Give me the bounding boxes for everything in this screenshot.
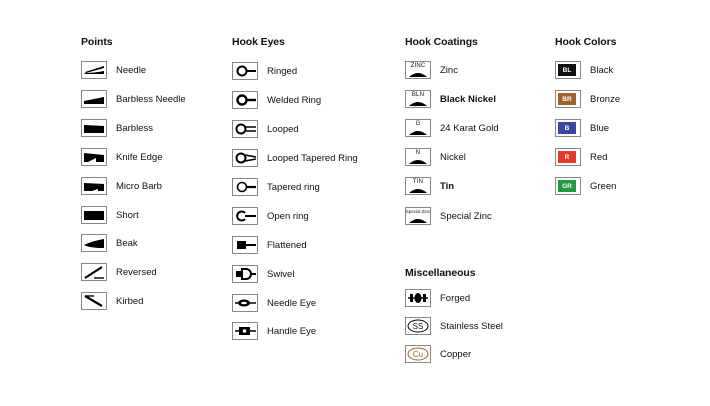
point-kirbed	[81, 292, 143, 310]
misc-stainless-steel	[405, 317, 503, 335]
coating-label: Black Nickel	[440, 93, 496, 105]
eye-looped	[232, 120, 299, 138]
micro-barb-point-icon	[81, 177, 107, 195]
eye-label: Looped Tapered Ring	[267, 152, 358, 164]
needle-eye-icon	[232, 294, 258, 312]
coating-24-karat-gold	[405, 119, 499, 137]
point-label: Needle	[116, 64, 147, 76]
gold-coating-icon	[405, 119, 431, 137]
coating-code: G	[415, 121, 421, 127]
color-black	[555, 61, 613, 79]
zinc-coating-icon	[405, 61, 431, 79]
eye-label: Needle Eye	[267, 297, 317, 309]
coating-code: N	[415, 150, 421, 156]
looped-tapered-ring-eye-icon	[232, 149, 258, 167]
eye-swivel	[232, 265, 294, 283]
misc-forged	[405, 289, 470, 307]
color-label: Black	[590, 64, 614, 76]
color-red	[555, 148, 607, 166]
point-label: Knife Edge	[116, 151, 163, 163]
tapered-ring-eye-icon	[232, 178, 258, 196]
welded-ring-eye-icon	[232, 91, 258, 109]
tin-coating-icon	[405, 177, 431, 195]
barbless-needle-point-icon	[81, 90, 107, 108]
point-barbless	[81, 119, 153, 137]
flattened-eye-icon	[232, 236, 258, 254]
barbless-point-icon	[81, 119, 107, 137]
swivel-eye-icon	[232, 265, 258, 283]
stainless-steel-icon	[405, 317, 431, 335]
hook-eyes-title: Hook Eyes	[232, 36, 285, 48]
point-label: Beak	[116, 237, 138, 249]
misc-label: Copper	[440, 348, 472, 360]
eye-flattened	[232, 236, 307, 254]
beak-point-icon	[81, 234, 107, 252]
point-label: Kirbed	[116, 295, 144, 307]
coating-label: Special Zinc	[440, 210, 492, 222]
eye-label: Tapered ring	[267, 181, 320, 193]
green-color-swatch	[555, 177, 581, 195]
point-barbless-needle	[81, 90, 186, 108]
points-title: Points	[81, 36, 113, 48]
point-label: Barbless Needle	[116, 93, 186, 105]
knife-edge-point-icon	[81, 148, 107, 166]
kirbed-point-icon	[81, 292, 107, 310]
color-label: Green	[590, 180, 617, 192]
coating-code: ZINC	[410, 63, 426, 69]
eye-label: Swivel	[267, 268, 295, 280]
point-label: Reversed	[116, 266, 157, 278]
misc-copper	[405, 345, 471, 363]
point-beak	[81, 234, 138, 252]
copper-icon	[405, 345, 431, 363]
misc-label: Stainless Steel	[440, 320, 503, 332]
swatch-code: BR	[558, 93, 576, 105]
eye-needle-eye	[232, 294, 316, 312]
blue-color-swatch	[555, 119, 581, 137]
coating-tin	[405, 177, 454, 195]
handle-eye-icon	[232, 322, 258, 340]
coating-zinc	[405, 61, 458, 79]
eye-handle-eye	[232, 322, 316, 340]
eye-label: Welded Ring	[267, 94, 322, 106]
coating-label: Nickel	[440, 151, 466, 163]
short-point-icon	[81, 206, 107, 224]
color-green	[555, 177, 616, 195]
ringed-eye-icon	[232, 62, 258, 80]
needle-point-icon	[81, 61, 107, 79]
forged-icon	[405, 289, 431, 307]
eye-looped-tapered-ring	[232, 149, 358, 167]
coating-code: BLN	[411, 92, 425, 98]
point-label: Barbless	[116, 122, 153, 134]
swatch-code: GR	[558, 180, 576, 192]
color-blue	[555, 119, 609, 137]
bronze-color-swatch	[555, 90, 581, 108]
hook-colors-title: Hook Colors	[555, 36, 617, 48]
point-short	[81, 206, 139, 224]
eye-label: Handle Eye	[267, 325, 317, 337]
color-label: Red	[590, 151, 608, 163]
eye-label: Ringed	[267, 65, 298, 77]
black-nickel-coating-icon	[405, 90, 431, 108]
eye-label: Open ring	[267, 210, 309, 222]
misc-code: SS	[412, 321, 424, 331]
coating-special-zinc	[405, 207, 492, 225]
eye-ringed	[232, 62, 297, 80]
red-color-swatch	[555, 148, 581, 166]
coating-code: TIN	[412, 179, 424, 185]
open-ring-eye-icon	[232, 207, 258, 225]
color-bronze	[555, 90, 620, 108]
looped-eye-icon	[232, 120, 258, 138]
eye-welded-ring	[232, 91, 321, 109]
swatch-code: B	[558, 122, 576, 134]
point-label: Short	[116, 209, 139, 221]
coating-label: Tin	[440, 180, 455, 192]
color-label: Bronze	[590, 93, 621, 105]
eye-label: Looped	[267, 123, 299, 135]
black-color-swatch	[555, 61, 581, 79]
miscellaneous-title: Miscellaneous	[405, 267, 476, 279]
coating-label: Zinc	[440, 64, 458, 76]
point-reversed	[81, 263, 157, 281]
eye-tapered-ring	[232, 178, 320, 196]
point-micro-barb	[81, 177, 162, 195]
point-knife-edge	[81, 148, 162, 166]
misc-label: Forged	[440, 292, 471, 304]
eye-open-ring	[232, 207, 309, 225]
coating-code: Special Zinc	[405, 209, 431, 214]
coating-black-nickel	[405, 90, 496, 108]
nickel-coating-icon	[405, 148, 431, 166]
reversed-point-icon	[81, 263, 107, 281]
hook-coatings-title: Hook Coatings	[405, 36, 478, 48]
coating-nickel	[405, 148, 466, 166]
swatch-code: BL	[558, 64, 576, 76]
swatch-code: R	[558, 151, 576, 163]
misc-code: Cu	[412, 349, 424, 359]
point-needle	[81, 61, 146, 79]
point-label: Micro Barb	[116, 180, 162, 192]
special-zinc-coating-icon	[405, 207, 431, 225]
eye-label: Flattened	[267, 239, 307, 251]
color-label: Blue	[590, 122, 610, 134]
coating-label: 24 Karat Gold	[440, 122, 499, 134]
